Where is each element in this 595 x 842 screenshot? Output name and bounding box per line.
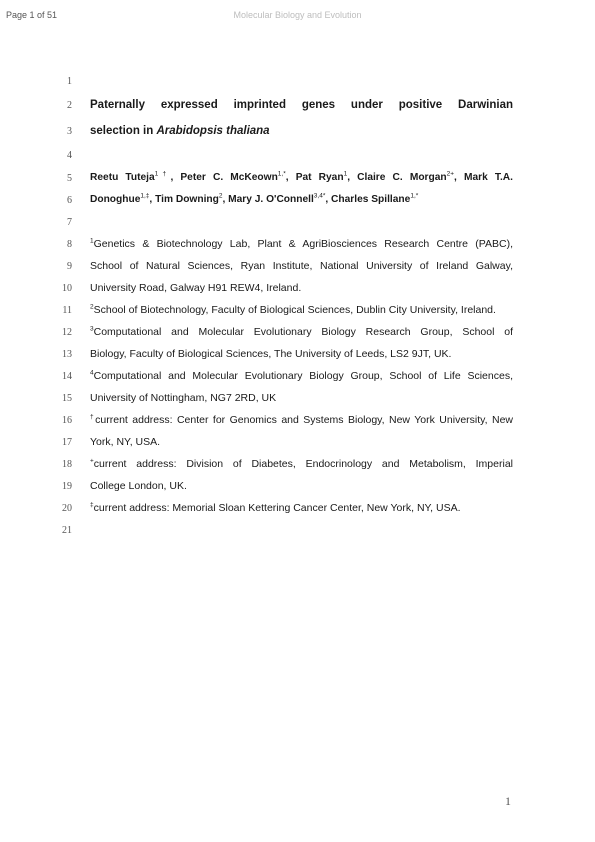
address-note-dagger: †current address: Center for Genomics and Systems Biology, New York University, New xyxy=(90,413,513,426)
page-counter: Page 1 of 51 xyxy=(6,10,58,20)
line-number: 17 xyxy=(62,437,72,448)
line-number: 16 xyxy=(62,415,72,426)
species-name: Arabidopsis thaliana xyxy=(156,125,270,137)
line-number: 15 xyxy=(62,393,72,404)
affiliation-4-cont: University of Nottingham, NG7 2RD, UK xyxy=(90,392,277,404)
line-number: 9 xyxy=(67,261,72,272)
author-list-line-1: Reetu Tuteja$^{1\dagger}$, Peter C. McKeown$^{1,*}$, Pat Ryan$^1$, Claire C. Morgan$^{2+}$, Mark T.A. xyxy=(90,170,513,183)
page-number: 1 xyxy=(505,794,511,808)
address-note-ddagger: ‡current address: Memorial Sloan Kettering Cancer Center, New York, NY, USA. xyxy=(90,501,461,514)
address-note-plus: +current address: Division of Diabetes, Endocrinology and Metabolism, Imperial xyxy=(90,457,513,470)
line-number: 11 xyxy=(62,305,72,316)
affiliation-3: $^3$Computational and Molecular Evolutionary Biology Research Group, School of xyxy=(90,325,513,338)
author-name: Tim Downing xyxy=(155,194,219,205)
line-number: 19 xyxy=(62,481,72,492)
line-number: 2 xyxy=(67,100,72,111)
line-number: 14 xyxy=(62,371,72,382)
affiliation-3-cont: Biology, Faculty of Biological Sciences, The University of Leeds, LS2 9JT, UK. xyxy=(90,348,452,360)
paper-title-line-2: selection in Arabidopsis thaliana xyxy=(90,125,270,137)
paper-title-line-1: Paternally expressed imprinted genes under positive Darwinian xyxy=(90,99,513,111)
author-name: Reetu Tuteja xyxy=(90,172,155,183)
address-note-dagger-cont: York, NY, USA. xyxy=(90,436,161,448)
line-number: 7 xyxy=(67,217,72,228)
journal-header: Molecular Biology and Evolution xyxy=(233,10,362,20)
author-name: Mary J. O'Connell xyxy=(228,194,314,205)
line-number: 20 xyxy=(62,503,72,514)
line-number: 13 xyxy=(62,349,72,360)
affiliation-1-cont: School of Natural Sciences, Ryan Institute, National University of Ireland Galway, xyxy=(90,260,513,272)
affiliation-1-cont: University Road, Galway H91 REW4, Ireland. xyxy=(90,282,302,294)
affiliation-2: $^2$School of Biotechnology, Faculty of Biological Sciences, Dublin City University, Ireland. xyxy=(90,303,496,316)
address-note-plus-cont: College London, UK. xyxy=(90,480,187,492)
author-list-line-2: Donoghue$^{1,\ddagger}$, Tim Downing$^2$, Mary J. O'Connell$^{3,4*}$, Charles Spillane$^{1,*}$ xyxy=(90,192,419,205)
line-number: 8 xyxy=(67,239,72,250)
line-number: 21 xyxy=(62,525,72,536)
line-number: 10 xyxy=(62,283,72,294)
line-number: 18 xyxy=(62,459,72,470)
affiliation-1: $^1$Genetics & Biotechnology Lab, Plant & AgriBiosciences Research Centre (PABC), xyxy=(90,237,513,250)
author-name: Claire C. Morgan xyxy=(357,172,447,183)
line-number: 4 xyxy=(67,150,72,161)
author-name: Pat Ryan xyxy=(295,172,344,183)
line-number: 12 xyxy=(62,327,72,338)
line-number: 1 xyxy=(67,76,72,87)
line-number: 6 xyxy=(67,195,72,206)
line-number: 5 xyxy=(67,173,72,184)
author-name: Charles Spillane xyxy=(331,194,411,205)
affiliation-4: $^4$Computational and Molecular Evolutionary Biology Group, School of Life Sciences, xyxy=(90,369,513,382)
author-name: Peter C. McKeown xyxy=(180,172,278,183)
line-number: 3 xyxy=(67,126,72,137)
